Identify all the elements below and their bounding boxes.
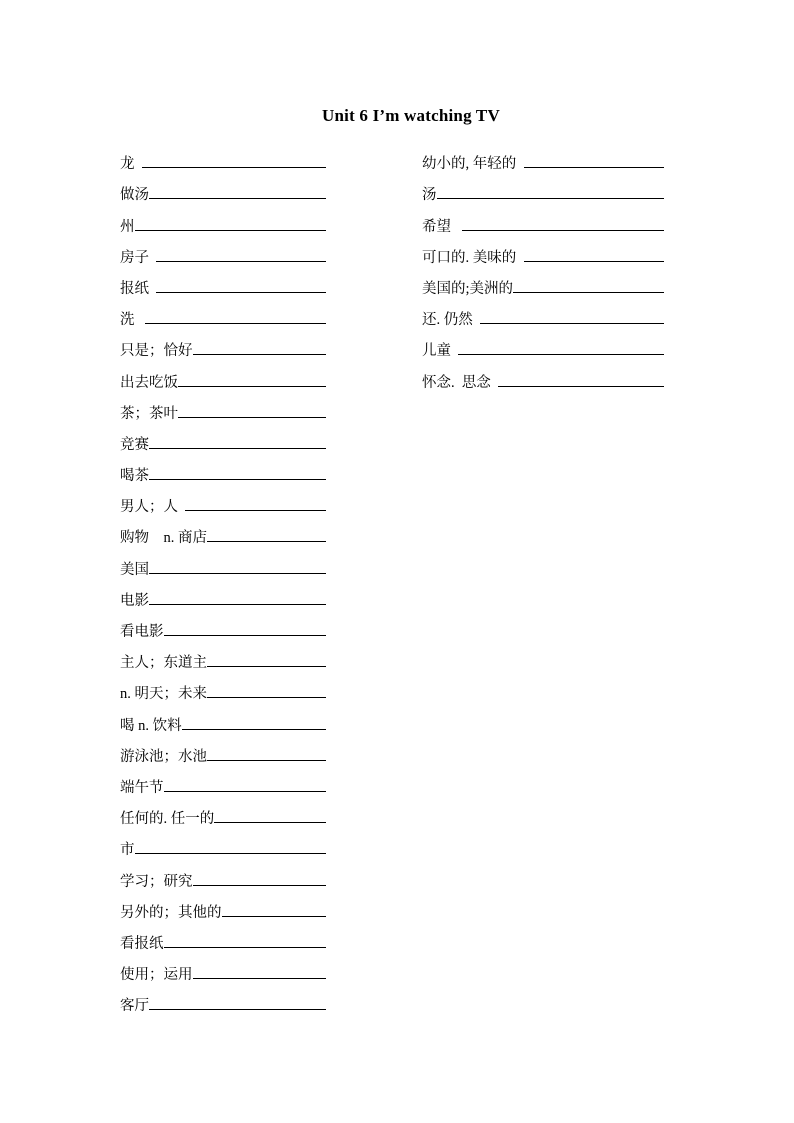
vocab-row (120, 703, 326, 734)
answer-blank[interactable] (207, 665, 326, 667)
vocab-prompt: 电影 (120, 592, 149, 609)
answer-blank[interactable] (207, 759, 326, 761)
answer-blank[interactable] (149, 572, 326, 574)
vocab-row (422, 360, 664, 391)
vocab-prompt: 端午节 (120, 779, 164, 796)
vocab-prompt: 看电影 (120, 624, 164, 640)
vocab-row (120, 547, 326, 578)
vocab-row (120, 735, 326, 766)
answer-blank[interactable] (182, 728, 326, 730)
answer-blank[interactable] (185, 509, 326, 511)
vocab-prompt: 做汤 (120, 187, 149, 204)
vocab-prompt: n. 明天；未来 (120, 686, 207, 703)
answer-blank[interactable] (193, 884, 327, 886)
answer-blank[interactable] (458, 353, 664, 355)
vocab-prompt: 看报纸 (120, 935, 164, 952)
answer-blank[interactable] (498, 385, 664, 387)
vocab-prompt: 任何的. 任一的 (120, 811, 215, 828)
answer-blank[interactable] (149, 603, 326, 605)
vocab-prompt: 市 (120, 842, 135, 859)
vocab-row (120, 516, 326, 547)
vocab-row (120, 267, 326, 298)
answer-blank[interactable] (156, 260, 326, 262)
vocab-row (422, 267, 664, 298)
vocab-row (120, 766, 326, 797)
vocab-row (120, 797, 326, 828)
vocab-prompt: 出去吃饭 (120, 374, 178, 391)
answer-blank[interactable] (207, 696, 326, 698)
vocab-prompt: 州 (120, 218, 135, 235)
vocab-row (422, 142, 664, 173)
vocab-row (120, 360, 326, 391)
answer-blank[interactable] (178, 416, 326, 418)
vocab-row (422, 204, 664, 235)
vocab-row (422, 236, 664, 267)
vocab-prompt: 儿童 (422, 343, 459, 360)
answer-blank[interactable] (164, 946, 327, 948)
page-title: Unit 6 I’m watching TV (322, 106, 500, 125)
vocab-row (120, 485, 326, 516)
vocab-row (422, 173, 664, 204)
vocab-prompt: 房子 (120, 249, 157, 266)
vocab-prompt: 洗 (120, 312, 146, 329)
vocab-row (120, 329, 326, 360)
answer-blank[interactable] (145, 322, 326, 324)
vocab-row (120, 922, 326, 953)
vocab-prompt: 美国的;美洲的 (422, 280, 514, 297)
vocab-prompt: 龙 (120, 156, 142, 173)
vocab-row (120, 891, 326, 922)
vocab-row (422, 298, 664, 329)
answer-blank[interactable] (149, 1008, 326, 1010)
vocab-row (120, 392, 326, 423)
vocab-prompt: 幼小的, 年轻的 (422, 156, 524, 173)
vocab-row (120, 579, 326, 610)
answer-blank[interactable] (135, 852, 327, 854)
vocab-prompt: 还. 仍然 (422, 312, 480, 329)
vocab-row (120, 953, 326, 984)
vocab-row (120, 984, 326, 1015)
vocab-row (120, 236, 326, 267)
vocab-row (120, 641, 326, 672)
vocab-prompt: 游泳池；水池 (120, 748, 207, 765)
vocab-row (120, 173, 326, 204)
vocab-row (120, 142, 326, 173)
answer-blank[interactable] (164, 634, 327, 636)
answer-blank[interactable] (214, 821, 326, 823)
vocab-row (120, 610, 326, 641)
vocab-row (422, 329, 664, 360)
vocab-prompt: 喝茶 (120, 468, 149, 485)
vocab-prompt: 竞赛 (120, 436, 149, 453)
vocab-column-right (422, 142, 664, 392)
answer-blank[interactable] (462, 229, 664, 231)
vocab-row (120, 859, 326, 890)
vocab-row (120, 423, 326, 454)
answer-blank[interactable] (142, 166, 326, 168)
answer-blank[interactable] (156, 291, 326, 293)
vocab-row (120, 454, 326, 485)
answer-blank[interactable] (149, 478, 326, 480)
vocab-prompt: 茶；茶叶 (120, 405, 178, 422)
answer-blank[interactable] (178, 385, 326, 387)
answer-blank[interactable] (149, 197, 326, 199)
vocab-prompt: 主人；东道主 (120, 655, 207, 672)
vocab-prompt: 怀念. 思念 (422, 374, 499, 391)
vocab-row (120, 672, 326, 703)
vocab-prompt: 汤 (422, 187, 437, 204)
answer-blank[interactable] (193, 977, 327, 979)
answer-blank[interactable] (513, 291, 664, 293)
vocab-prompt: 学习；研究 (120, 873, 193, 890)
vocab-prompt: 使用；运用 (120, 967, 193, 984)
answer-blank[interactable] (193, 353, 327, 355)
answer-blank[interactable] (480, 322, 664, 324)
vocab-prompt: 可口的. 美味的 (422, 249, 524, 266)
vocab-column-left (120, 142, 326, 1015)
vocab-row (120, 828, 326, 859)
answer-blank[interactable] (222, 915, 327, 917)
answer-blank[interactable] (207, 540, 326, 542)
vocab-prompt: 喝 n. 饮料 (120, 717, 182, 734)
answer-blank[interactable] (164, 790, 327, 792)
vocab-row (120, 298, 326, 329)
vocab-row (120, 204, 326, 235)
vocab-prompt: 客厅 (120, 998, 149, 1015)
answer-blank[interactable] (149, 447, 326, 449)
answer-blank[interactable] (524, 260, 665, 262)
vocab-prompt: 报纸 (120, 280, 157, 297)
answer-blank[interactable] (524, 166, 665, 168)
vocab-prompt: 另外的；其他的 (120, 904, 222, 921)
answer-blank[interactable] (437, 197, 665, 199)
vocab-prompt: 美国 (120, 561, 149, 578)
vocab-prompt: 希望 (422, 218, 462, 235)
answer-blank[interactable] (135, 229, 327, 231)
vocab-prompt: 只是；恰好 (120, 343, 193, 360)
vocab-prompt: 男人；人 (120, 499, 186, 516)
vocab-prompt: 购物 n. 商店 (120, 530, 207, 547)
